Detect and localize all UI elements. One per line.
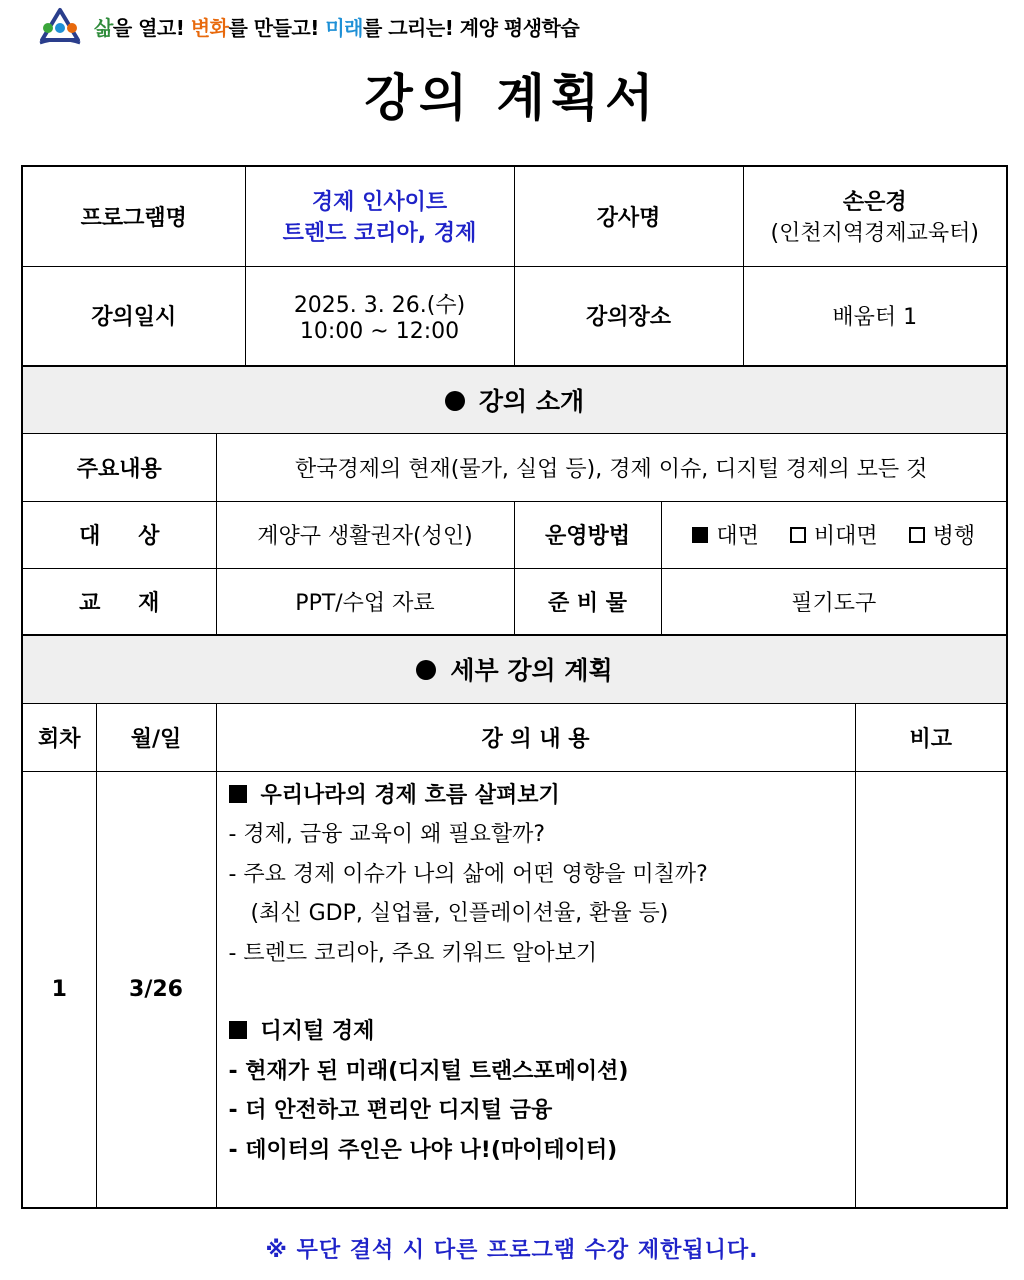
supplies-label: 준 비 물	[514, 568, 661, 635]
session-note	[855, 771, 1007, 1208]
content-heading-2: 디지털 경제	[229, 1012, 855, 1052]
target-label: 대 상	[22, 501, 216, 568]
lifelong-learning-logo-icon	[38, 6, 82, 46]
material-value: PPT/수업 자료	[216, 568, 514, 635]
absence-notice: ※ 무단 결석 시 다른 프로그램 수강 제한됩니다.	[265, 1238, 759, 1263]
intro-table	[21, 365, 1008, 636]
program-info-table	[21, 165, 1008, 367]
method-option-online[interactable]: 비대면	[790, 524, 878, 549]
content-item-sub: (최신 GDP, 실업률, 인플레이션율, 환율 등)	[250, 901, 669, 926]
session-content	[216, 771, 855, 1208]
square-bullet-icon	[229, 785, 247, 803]
document-title: 강의 계획서	[364, 69, 660, 127]
content-item: - 더 안전하고 편리안 디지털 금융	[228, 1098, 553, 1123]
date-header: 월/일	[96, 703, 216, 771]
session-date: 3/26	[96, 771, 216, 1208]
bullet-dot-icon	[445, 391, 465, 411]
instructor-label: 강사명	[514, 166, 743, 266]
lesson-plan-table	[21, 634, 1008, 1209]
datetime-label: 강의일시	[22, 266, 245, 366]
method-option-offline[interactable]: 대면	[692, 524, 759, 549]
program-name-label: 프로그램명	[22, 166, 245, 266]
method-label: 운영방법	[514, 501, 661, 568]
checkbox-checked-icon	[692, 527, 708, 543]
content-item: - 트렌드 코리아, 주요 키워드 알아보기	[228, 940, 598, 966]
program-name-value: 경제 인사이트 트렌드 코리아, 경제	[245, 166, 514, 266]
content-item: - 주요 경제 이슈가 나의 삶에 어떤 영향을 미칠까?	[228, 861, 708, 887]
bullet-dot-icon	[416, 660, 436, 680]
checkbox-empty-icon	[790, 527, 806, 543]
slogan-header	[38, 6, 579, 46]
target-value: 계양구 생활권자(성인)	[216, 501, 514, 568]
content-header: 강 의 내 용	[216, 703, 855, 771]
method-options	[661, 501, 1007, 568]
main-content-label: 주요내용	[22, 433, 216, 501]
checkbox-empty-icon	[909, 527, 925, 543]
plan-section-header: 세부 강의 계획	[22, 635, 1007, 703]
intro-section-header: 강의 소개	[22, 366, 1007, 433]
main-content-value: 한국경제의 현재(물가, 실업 등), 경제 이슈, 디지털 경제의 모든 것	[216, 433, 1007, 501]
instructor-value: 손은경 (인천지역경제교육터)	[743, 166, 1007, 266]
slogan-text: 삶을 열고! 변화를 만들고! 미래를 그리는! 계양 평생학습	[94, 15, 580, 40]
content-heading-1: 우리나라의 경제 흐름 살펴보기	[229, 776, 855, 816]
session-number: 1	[22, 771, 96, 1208]
material-label: 교 재	[22, 568, 216, 635]
method-option-hybrid[interactable]: 병행	[909, 524, 976, 549]
content-item: - 데이터의 주인은 나야 나!(마이테이터)	[228, 1137, 618, 1163]
session-header: 회차	[22, 703, 96, 771]
square-bullet-icon	[229, 1021, 247, 1039]
supplies-value: 필기도구	[661, 568, 1007, 635]
datetime-value: 2025. 3. 26.(수) 10:00 ~ 12:00	[245, 266, 514, 366]
note-header: 비고	[855, 703, 1007, 771]
content-item: - 경제, 금융 교육이 왜 필요할까?	[228, 822, 546, 847]
content-item: - 현재가 된 미래(디지털 트랜스포메이션)	[228, 1058, 629, 1084]
place-label: 강의장소	[514, 266, 743, 366]
place-value: 배움터 1	[743, 266, 1007, 366]
